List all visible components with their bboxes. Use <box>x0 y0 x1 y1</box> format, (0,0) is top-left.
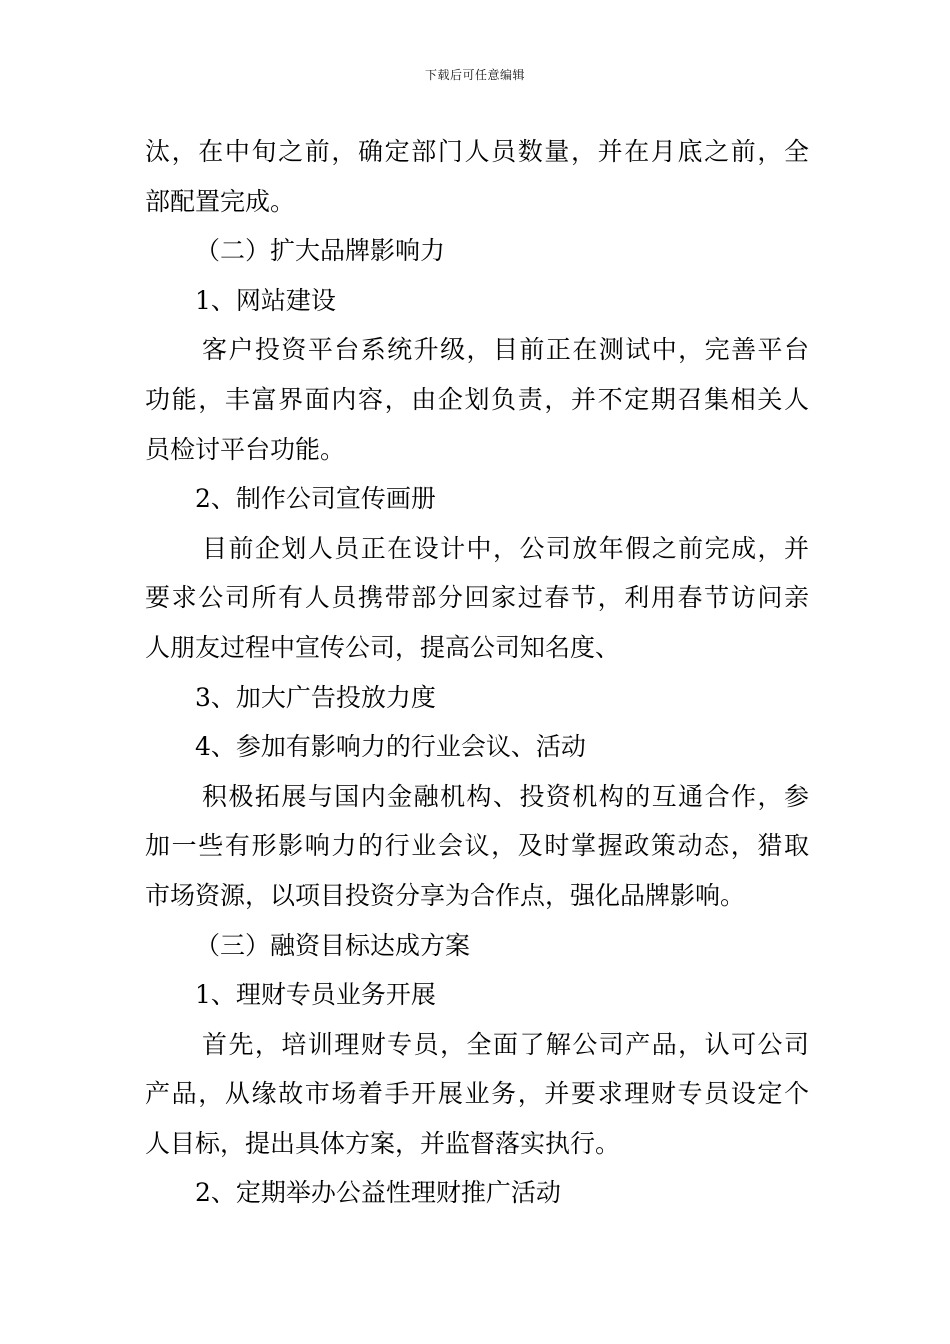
subsection-heading: 3、加大广告投放力度 <box>195 682 436 712</box>
paragraph-line: 人朋友过程中宣传公司，提高公司知名度、 <box>145 632 621 662</box>
section-heading: （二）扩大品牌影响力 <box>195 236 446 266</box>
subsection-heading: 2、制作公司宣传画册 <box>195 484 436 514</box>
paragraph-line: 目前企划人员正在设计中，公司放年假之前完成，并 <box>202 533 809 563</box>
paragraph-line: 市场资源，以项目投资分享为合作点，强化品牌影响。 <box>145 880 746 910</box>
paragraph-line: 汰，在中旬之前，确定部门人员数量，并在月底之前，全 <box>145 137 809 166</box>
subsection-heading: 4、参加有影响力的行业会议、活动 <box>195 732 586 762</box>
paragraph-line: 客户投资平台系统升级，目前正在测试中，完善平台 <box>202 335 809 365</box>
paragraph-line: 人目标，提出具体方案，并监督落实执行。 <box>145 1128 621 1158</box>
paragraph-line: 要求公司所有人员携带部分回家过春节，利用春节访问亲 <box>145 583 809 613</box>
subsection-heading: 1、理财专员业务开展 <box>195 980 436 1010</box>
subsection-heading: 2、定期举办公益性理财推广活动 <box>195 1178 561 1208</box>
paragraph-line: 积极拓展与国内金融机构、投资机构的互通合作，参 <box>202 781 809 811</box>
paragraph-line: 首先，培训理财专员，全面了解公司产品，认可公司 <box>202 1029 809 1059</box>
section-heading: （三）融资目标达成方案 <box>195 930 471 960</box>
paragraph-line: 员检讨平台功能。 <box>145 434 346 464</box>
subsection-heading: 1、网站建设 <box>195 285 336 315</box>
paragraph-line: 产品，从缘故市场着手开展业务，并要求理财专员设定个 <box>145 1079 809 1109</box>
paragraph-line: 功能，丰富界面内容，由企划负责，并不定期召集相关人 <box>145 384 809 414</box>
document-body <box>145 127 809 1218</box>
paragraph-line: 部配置完成。 <box>145 186 296 216</box>
paragraph-line: 加一些有形影响力的行业会议，及时掌握政策动态，猎取 <box>145 831 809 861</box>
page-header: 下载后可任意编辑 <box>424 68 525 82</box>
